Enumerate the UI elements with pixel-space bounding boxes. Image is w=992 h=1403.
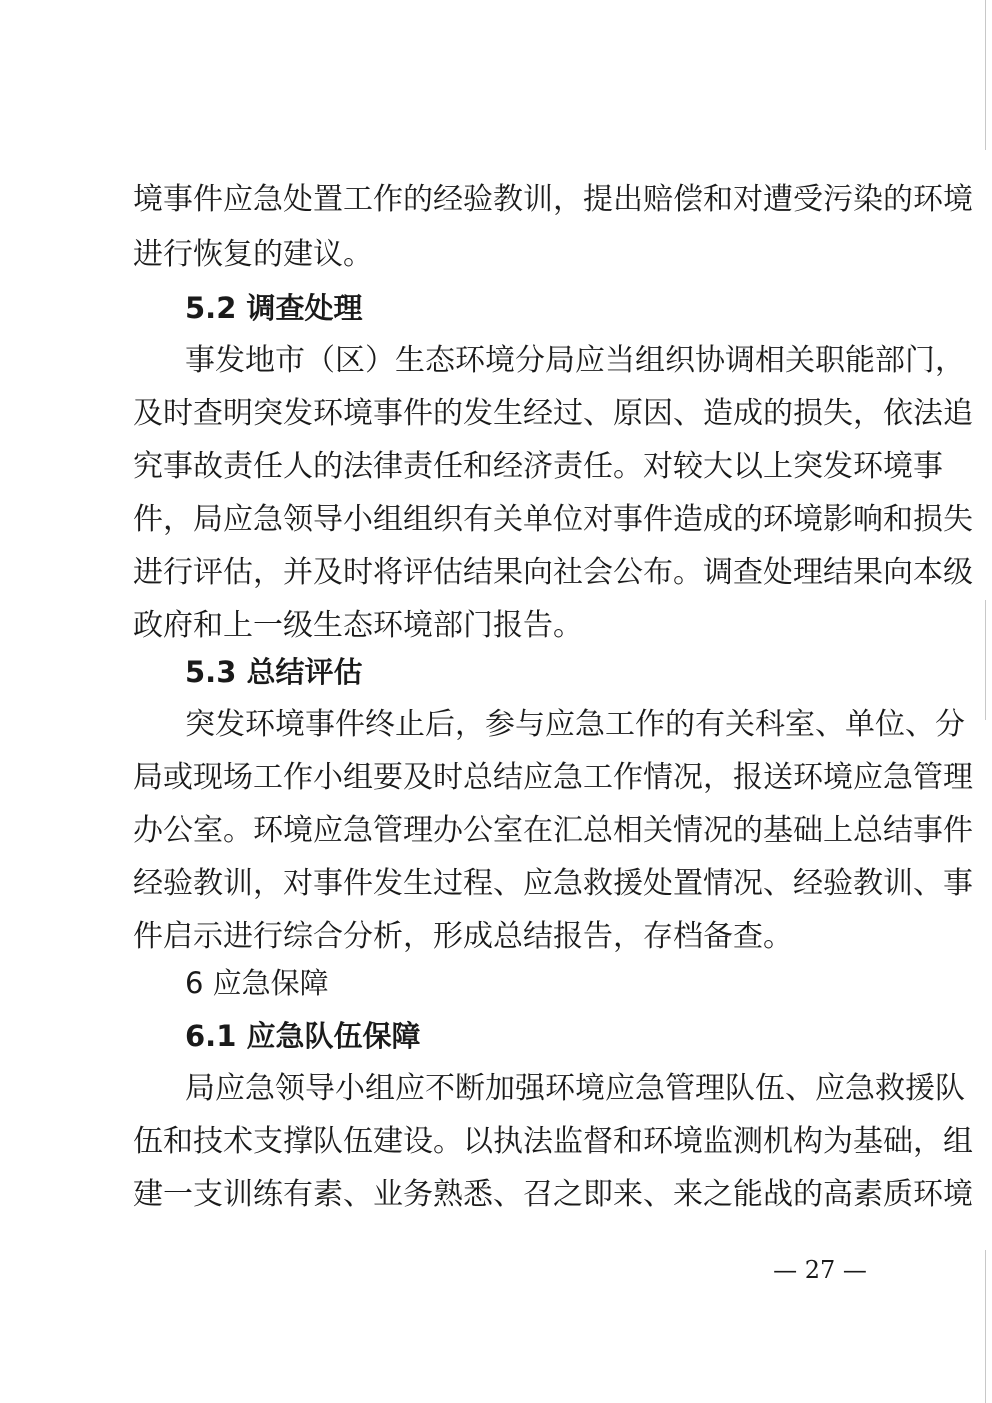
body-text-line: 件，局应急领导小组组织有关单位对事件造成的环境影响和损失 bbox=[133, 502, 973, 537]
body-text-line: 办公室。环境应急管理办公室在汇总相关情况的基础上总结事件 bbox=[133, 813, 973, 848]
body-text-line: 建一支训练有素、业务熟悉、召之即来、来之能战的高素质环境 bbox=[133, 1177, 973, 1212]
body-text-line: 究事故责任人的法律责任和经济责任。对较大以上突发环境事 bbox=[133, 449, 943, 484]
section-heading-5-3: 5.3 总结评估 bbox=[185, 655, 363, 689]
scan-edge-mark bbox=[985, 600, 986, 720]
body-text-line: 政府和上一级生态环境部门报告。 bbox=[133, 608, 583, 643]
scan-edge-mark bbox=[985, 1250, 986, 1403]
body-text-line: 局应急领导小组应不断加强环境应急管理队伍、应急救援队 bbox=[185, 1071, 965, 1106]
body-text-line: 经验教训，对事件发生过程、应急救援处置情况、经验教训、事 bbox=[133, 866, 973, 901]
body-text-line: 事发地市（区）生态环境分局应当组织协调相关职能部门， bbox=[185, 343, 965, 378]
body-text-line: 境事件应急处置工作的经验教训，提出赔偿和对遭受污染的环境 bbox=[133, 182, 973, 217]
scan-edge-mark bbox=[985, 0, 986, 150]
body-text-line: 进行恢复的建议。 bbox=[133, 237, 373, 272]
body-text-line: 进行评估，并及时将评估结果向社会公布。调查处理结果向本级 bbox=[133, 555, 973, 590]
section-heading-5-2: 5.2 调查处理 bbox=[185, 291, 363, 325]
body-text-line: 伍和技术支撑队伍建设。以执法监督和环境监测机构为基础，组 bbox=[133, 1124, 973, 1159]
page-number: — 27 — bbox=[773, 1256, 867, 1284]
body-text-line: 件启示进行综合分析，形成总结报告，存档备查。 bbox=[133, 919, 793, 954]
section-heading-6-1: 6.1 应急队伍保障 bbox=[185, 1019, 421, 1053]
body-text-line: 局或现场工作小组要及时总结应急工作情况，报送环境应急管理 bbox=[133, 760, 973, 795]
body-text-line: 突发环境事件终止后，参与应急工作的有关科室、单位、分 bbox=[185, 707, 965, 742]
body-text-line: 及时查明突发环境事件的发生经过、原因、造成的损失，依法追 bbox=[133, 396, 973, 431]
section-heading-6: 6 应急保障 bbox=[185, 966, 329, 1000]
